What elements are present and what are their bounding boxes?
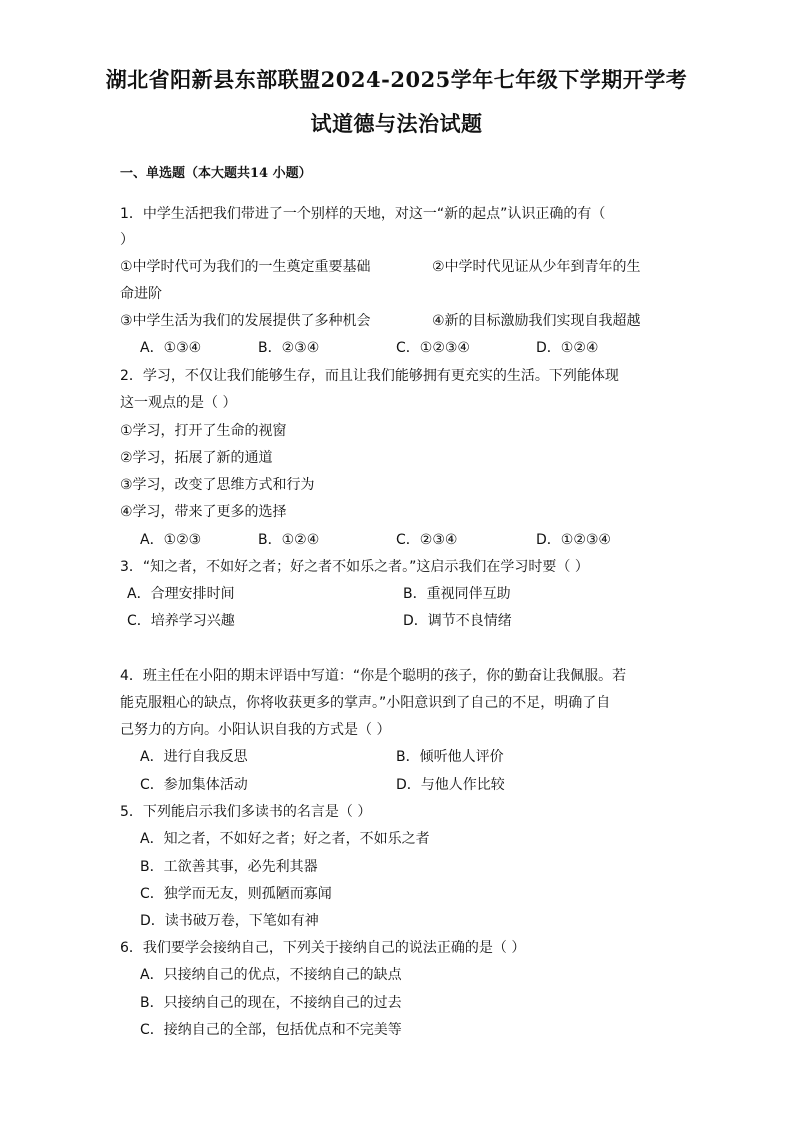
q1-stem-line-1: 1．中学生活把我们带进了一个别样的天地，对这一“新的起点”认识正确的有（ — [120, 206, 606, 222]
q3-option-d: D．调节不良情绪 — [403, 613, 512, 629]
q1-option-a: A．①③④ — [140, 340, 202, 356]
q6-option-b: B．只接纳自己的现在，不接纳自己的过去 — [140, 995, 402, 1011]
q2-statement-4: ④学习，带来了更多的选择 — [120, 504, 287, 520]
q1-option-c: C．①②③④ — [396, 340, 470, 356]
q6-stem: 6．我们要学会接纳自己，下列关于接纳自己的说法正确的是（ ） — [120, 940, 526, 956]
q1-option-d: D．①②④ — [536, 340, 599, 356]
q3-stem: 3．“知之者，不如好之者；好之者不如乐之者。”这启示我们在学习时要（ ） — [120, 559, 589, 575]
q2-option-c: C．②③④ — [396, 532, 458, 548]
q2-statement-3: ③学习，改变了思维方式和行为 — [120, 477, 315, 493]
exam-title-line-1: 湖北省阳新县东部联盟2024-2025学年七年级下学期开学考 — [105, 67, 688, 92]
q1-statement-3: ③中学生活为我们的发展提供了多种机会 — [120, 313, 371, 329]
q1-statement-2: ②中学时代见证从少年到青年的生 — [432, 259, 641, 275]
q4-option-c: C．参加集体活动 — [140, 777, 248, 793]
q1-statement-1: ①中学时代可为我们的一生奠定重要基础 — [120, 259, 371, 275]
q4-option-a: A．进行自我反思 — [140, 749, 248, 765]
q1-option-b: B．②③④ — [258, 340, 320, 356]
section-heading: 一、单选题（本大题共14 小题） — [120, 166, 312, 181]
q4-stem-line-2: 能克服粗心的缺点，你将收获更多的掌声。”小阳意识到了自己的不足，明确了自 — [120, 695, 611, 711]
q4-option-b: B．倾听他人评价 — [396, 749, 504, 765]
q1-stem-line-2: ） — [120, 232, 134, 248]
exam-title-line-2: 试道德与法治试题 — [310, 111, 483, 136]
q5-option-d: D．读书破万卷，下笔如有神 — [140, 913, 319, 929]
q2-statement-2: ②学习，拓展了新的通道 — [120, 450, 273, 466]
q5-option-c: C．独学而无友，则孤陋而寡闻 — [140, 886, 332, 902]
q4-stem-line-3: 己努力的方向。小阳认识自我的方式是（ ） — [120, 722, 391, 738]
q5-option-b: B．工欲善其事，必先利其器 — [140, 859, 318, 875]
q3-option-a: A．合理安排时间 — [127, 586, 235, 602]
q1-statement-4: ④新的目标激励我们实现自我超越 — [432, 313, 641, 329]
q4-stem-line-1: 4．班主任在小阳的期末评语中写道：“你是个聪明的孩子，你的勤奋让我佩服。若 — [120, 668, 627, 684]
q6-option-c: C．接纳自己的全部，包括优点和不完美等 — [140, 1022, 402, 1038]
q2-statement-1: ①学习，打开了生命的视窗 — [120, 423, 287, 439]
q2-option-b: B．①②④ — [258, 532, 320, 548]
q5-stem: 5．下列能启示我们多读书的名言是（ ） — [120, 804, 372, 820]
q1-statement-2-cont: 命进阶 — [120, 286, 162, 302]
q2-stem-line-2: 这一观点的是（ ） — [120, 395, 237, 411]
q6-option-a: A．只接纳自己的优点，不接纳自己的缺点 — [140, 967, 402, 983]
q3-option-b: B．重视同伴互助 — [403, 586, 511, 602]
q4-option-d: D．与他人作比较 — [396, 777, 505, 793]
q2-stem-line-1: 2．学习，不仅让我们能够生存，而且让我们能够拥有更充实的生活。下列能体现 — [120, 368, 619, 384]
q3-option-c: C．培养学习兴趣 — [127, 613, 235, 629]
q2-option-d: D．①②③④ — [536, 532, 611, 548]
q2-option-a: A．①②③ — [140, 532, 202, 548]
q5-option-a: A．知之者，不如好之者；好之者，不如乐之者 — [140, 831, 430, 847]
